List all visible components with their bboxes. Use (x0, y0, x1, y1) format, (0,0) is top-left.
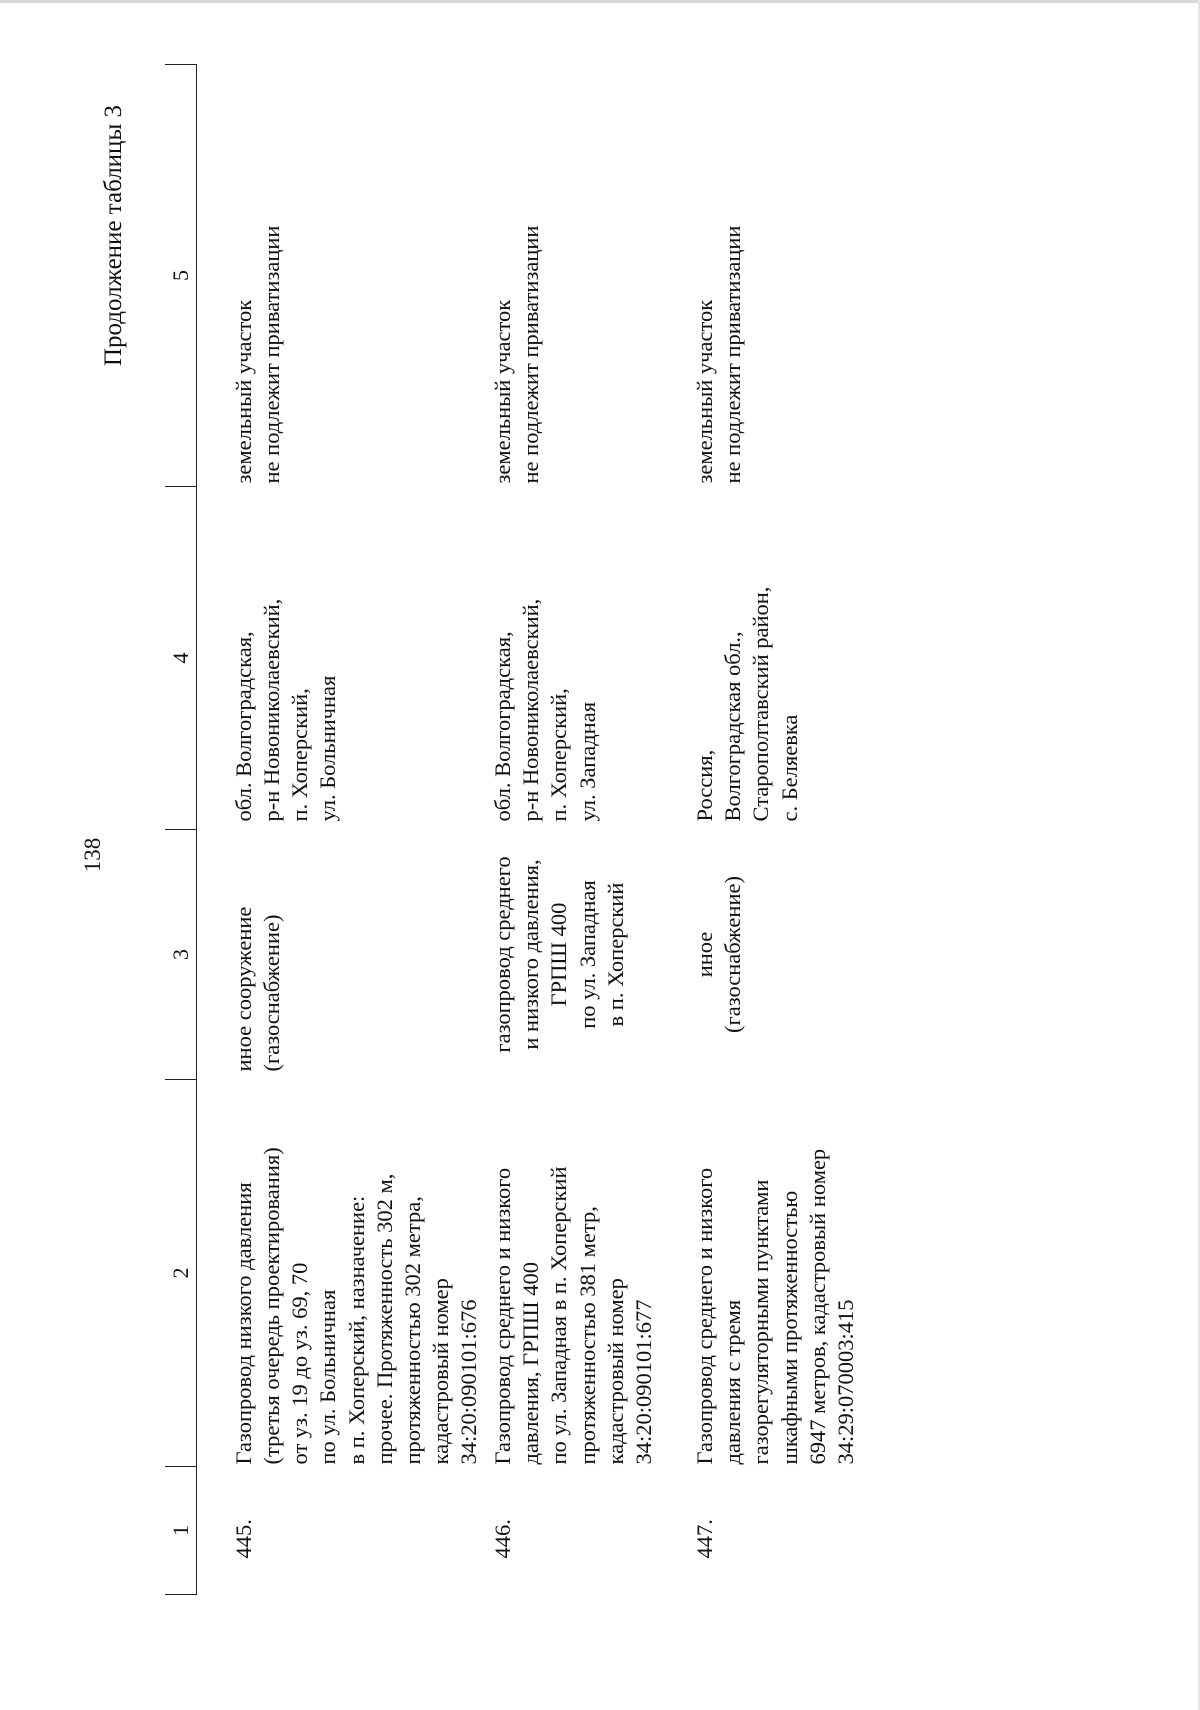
object-note: земельный участок не подлежит приватизации (490, 225, 544, 484)
row-number: 445. (231, 1519, 256, 1559)
row-number: 447. (692, 1519, 718, 1559)
table-row (483, 65, 685, 1595)
column-header-1: 1 (165, 1467, 197, 1595)
object-description: Газопровод среднего и низкого давления с тремя газорегуляторными пунктами шкафными протяженностью 6947 метров, кадастровый номер 34:29:070003:415 (692, 1148, 858, 1465)
property-table (165, 64, 860, 1595)
object-note: земельный участок не подлежит приватизации (692, 225, 746, 484)
object-note: земельный участок не подлежит приватизации (231, 225, 285, 484)
object-type: иное (газоснабжение) (692, 876, 746, 1033)
column-header-2: 2 (165, 1080, 197, 1467)
table-row (685, 65, 860, 1595)
object-address: обл. Волгоградская, р-н Новониколаевский, п. Хоперский, ул. Больничная (231, 598, 341, 822)
object-description: Газопровод среднего и низкого давления, ГРПШ 400 по ул. Западная в п. Хоперский протяженностью 381 метр, кадастровый номер 34:20:090101:677 (490, 1166, 656, 1465)
table-row (197, 65, 484, 1595)
object-type: газопровод среднего и низкого давления, ГРПШ 400 по ул. Западная в п. Хоперский (490, 856, 628, 1053)
column-header-3: 3 (165, 830, 197, 1080)
column-header-5: 5 (165, 65, 197, 487)
table-continuation-label: Продолжение таблицы 3 (100, 105, 127, 367)
page-number: 138 (80, 837, 105, 873)
object-description: Газопровод низкого давления (третья очередь проектирования) от уз. 19 до уз. 69, 70 по ул. Больничная в п. Хоперский, назначение: прочее. Протяженность 302 м, протяженностью 302 метра, кадастровый номер 34:20:090101:676 (231, 1147, 481, 1465)
object-address: обл. Волгоградская, р-н Новониколаевский, п. Хоперский, ул. Западная (490, 598, 600, 822)
header-row (165, 65, 197, 1595)
row-number: 446. (490, 1519, 516, 1559)
object-type: иное сооружение (газоснабжение) (231, 906, 285, 1072)
object-address: Россия, Волгоградская обл., Старополтавский район, с. Беляевка (692, 586, 802, 822)
column-header-4: 4 (165, 487, 197, 830)
